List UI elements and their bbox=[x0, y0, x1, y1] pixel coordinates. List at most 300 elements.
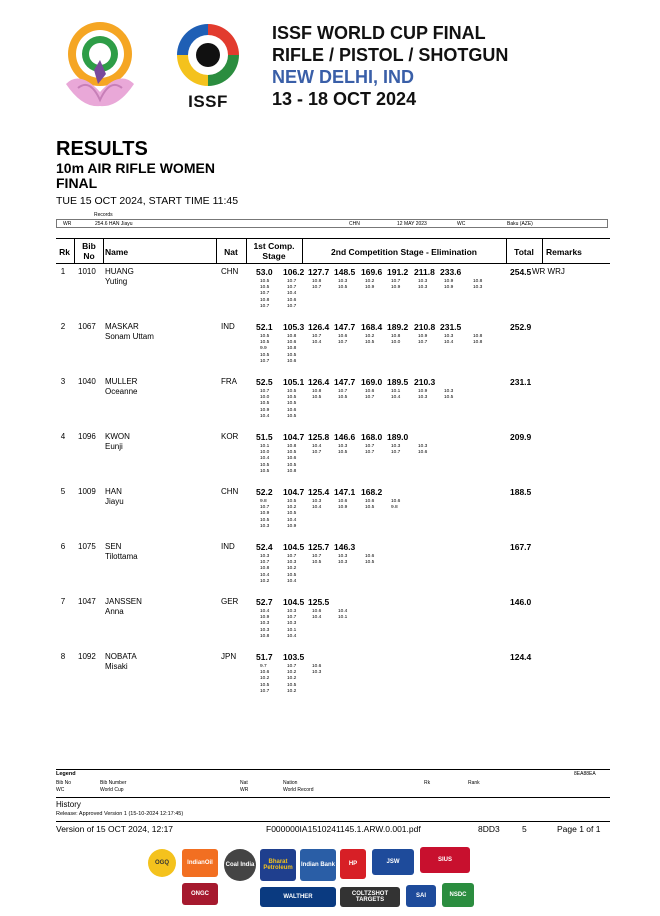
record-score-name: 254.6 HAN Jiayu bbox=[95, 221, 133, 227]
footer-page: Page 1 of 1 bbox=[557, 824, 601, 834]
records-row bbox=[56, 219, 608, 228]
athlete-row bbox=[56, 597, 616, 651]
shot-score: 10.5 bbox=[287, 401, 297, 407]
athlete-total: 254.5 bbox=[510, 267, 532, 277]
shot-score: 10.4 bbox=[287, 517, 297, 523]
athlete-name bbox=[105, 542, 138, 562]
athlete-firstname: Oceanne bbox=[105, 387, 138, 396]
shot-score: 10.8 bbox=[287, 444, 297, 449]
stage2-shots-column bbox=[391, 499, 400, 511]
stage2-cumulative-score: 147.7 bbox=[334, 322, 356, 332]
shot-score: 10.7 bbox=[287, 554, 297, 559]
shot-score: 10.7 bbox=[365, 444, 375, 449]
shot-score: 10.8 bbox=[312, 389, 322, 394]
athlete-nat: KOR bbox=[221, 432, 239, 441]
athlete-bib: 1092 bbox=[78, 652, 96, 661]
athlete-total: 252.9 bbox=[510, 322, 532, 332]
legend-col1 bbox=[56, 780, 71, 794]
stage2-shots-column bbox=[418, 334, 427, 346]
athlete-bib: 1009 bbox=[78, 487, 96, 496]
shot-score: 10.6 bbox=[312, 609, 322, 614]
stage2-cumulative-score: 210.8 bbox=[414, 322, 436, 332]
shot-score: 10.7 bbox=[391, 279, 401, 284]
shot-score: 10.6 bbox=[312, 664, 322, 669]
stage2-shots-column bbox=[365, 554, 374, 566]
stage1-shots-column bbox=[260, 554, 269, 585]
sponsor-ogq-logo: OGQ bbox=[148, 849, 176, 877]
shot-score: 10.8 bbox=[391, 334, 401, 339]
athlete-nat: IND bbox=[221, 322, 235, 331]
stage2-shots-column bbox=[338, 499, 347, 511]
stage1-shots-column bbox=[260, 444, 269, 475]
athlete-row bbox=[56, 322, 616, 376]
issf-label: ISSF bbox=[188, 92, 228, 111]
athlete-rank: 1 bbox=[60, 267, 66, 276]
shot-score: 10.7 bbox=[312, 450, 322, 456]
sponsor-coltzshot-logo: COLTZSHOT TARGETS bbox=[340, 887, 400, 907]
stage1-shots-column bbox=[287, 664, 296, 695]
stage2-shots-column bbox=[444, 334, 453, 346]
shot-score: 10.9 bbox=[287, 523, 297, 529]
stage2-cumulative-score: 169.6 bbox=[361, 267, 383, 277]
shot-score: 10.9 bbox=[391, 285, 401, 291]
stage2-cumulative-score: 146.6 bbox=[334, 432, 356, 442]
shot-score: 10.9 bbox=[260, 407, 270, 413]
shot-score: 10.4 bbox=[312, 615, 322, 621]
shot-score: 10.7 bbox=[338, 389, 348, 394]
shot-score: 10.9 bbox=[418, 389, 428, 394]
athlete-total: 188.5 bbox=[510, 487, 532, 497]
shot-score: 10.6 bbox=[287, 297, 297, 303]
col-bib-line2: No bbox=[83, 251, 95, 261]
stage2-cumulative-score: 125.4 bbox=[308, 487, 330, 497]
shot-score: 10.3 bbox=[418, 279, 428, 284]
shot-score: 10.5 bbox=[287, 395, 297, 401]
col-bib-line1: Bib bbox=[82, 241, 96, 251]
shot-score: 10.7 bbox=[312, 334, 322, 339]
legend-col3 bbox=[240, 780, 248, 794]
stage1-series-score: 104.7 bbox=[283, 487, 305, 497]
shot-score: 10.3 bbox=[444, 389, 454, 394]
footer-filename: F000000IA1510241145.1.ARW.0.001.pdf bbox=[266, 824, 421, 834]
stage1-series-score: 106.2 bbox=[283, 267, 305, 277]
records-label: Records bbox=[94, 212, 113, 218]
shot-score: 10.5 bbox=[287, 352, 297, 358]
history-divider bbox=[56, 797, 610, 798]
sponsor-hp-logo: HP bbox=[340, 849, 366, 879]
event-title-block bbox=[272, 22, 508, 110]
shot-score: 10.0 bbox=[260, 450, 270, 456]
athlete-row bbox=[56, 267, 616, 321]
stage1-series-score: 104.5 bbox=[283, 542, 305, 552]
shot-score: 10.1 bbox=[391, 389, 401, 394]
sponsor-jsw-logo: JSW bbox=[372, 849, 414, 875]
athlete-name bbox=[105, 377, 137, 397]
athlete-remarks: WR WRJ bbox=[532, 267, 565, 276]
shot-score: 10.4 bbox=[312, 444, 322, 449]
stage2-shots-column bbox=[444, 389, 453, 401]
event-dates: 13 - 18 OCT 2024 bbox=[272, 89, 417, 109]
shot-score: 10.8 bbox=[312, 279, 322, 284]
athlete-nat: CHN bbox=[221, 267, 239, 276]
shot-score: 10.9 bbox=[444, 285, 454, 291]
shot-score: 10.3 bbox=[260, 523, 270, 529]
shot-score: 9.8 bbox=[260, 499, 267, 504]
stage2-shots-column bbox=[338, 554, 347, 566]
legend-col6 bbox=[468, 780, 480, 787]
shot-score: 10.5 bbox=[338, 285, 348, 291]
event-name-line2: FINAL bbox=[56, 175, 98, 191]
athlete-total: 231.1 bbox=[510, 377, 532, 387]
athlete-surname: JANSSEN bbox=[105, 597, 142, 606]
shot-score: 10.5 bbox=[312, 395, 322, 401]
shot-score: 10.3 bbox=[287, 560, 297, 566]
stage1-series-score: 52.7 bbox=[256, 597, 273, 607]
stage2-shots-column bbox=[312, 444, 321, 456]
date-line: TUE 15 OCT 2024, START TIME 11:45 bbox=[56, 195, 239, 207]
shot-score: 10.0 bbox=[260, 395, 270, 401]
stage2-shots-column bbox=[338, 444, 347, 456]
shot-score: 10.0 bbox=[391, 340, 401, 346]
stage1-shots-column bbox=[260, 664, 269, 695]
shot-score: 10.4 bbox=[287, 633, 297, 639]
shot-score: 10.5 bbox=[287, 682, 297, 688]
stage2-cumulative-score: 189.5 bbox=[387, 377, 409, 387]
stage2-shots-column bbox=[473, 279, 482, 291]
shot-score: 10.3 bbox=[444, 334, 454, 339]
col-name-header: Name bbox=[105, 247, 129, 257]
stage2-cumulative-score: 169.0 bbox=[361, 377, 383, 387]
results-title: RESULTS bbox=[56, 138, 148, 160]
stage1-series-score: 104.5 bbox=[283, 597, 305, 607]
stage2-shots-column bbox=[418, 444, 427, 456]
shot-score: 10.6 bbox=[418, 450, 428, 456]
stage2-shots-column bbox=[312, 664, 321, 676]
sponsor-nsdc-logo: NSDC bbox=[442, 883, 474, 907]
athlete-nat: JPN bbox=[221, 652, 237, 661]
shot-score: 10.3 bbox=[287, 621, 297, 627]
stage2-cumulative-score: 146.3 bbox=[334, 542, 356, 552]
shot-score: 10.3 bbox=[338, 279, 348, 284]
shot-score: 10.3 bbox=[391, 444, 401, 449]
shot-score: 10.8 bbox=[287, 346, 297, 352]
stage2-cumulative-score: 210.3 bbox=[414, 377, 436, 387]
legend-code: 8EA88EA bbox=[574, 771, 596, 777]
shot-score: 10.5 bbox=[287, 572, 297, 578]
sponsor-indianbank-logo: Indian Bank bbox=[300, 849, 336, 881]
shot-score: 10.5 bbox=[260, 334, 270, 339]
stage1-series-score: 105.1 bbox=[283, 377, 305, 387]
shot-score: 10.5 bbox=[260, 340, 270, 346]
stage2-shots-column bbox=[312, 609, 321, 621]
record-date: 12 MAY 2023 bbox=[397, 221, 427, 227]
shot-score: 10.3 bbox=[312, 670, 322, 676]
athlete-surname: HAN bbox=[105, 487, 122, 496]
stage2-shots-column bbox=[418, 389, 427, 401]
shot-score: 10.4 bbox=[312, 505, 322, 511]
athlete-rank: 8 bbox=[60, 652, 66, 661]
stage1-shots-column bbox=[260, 334, 269, 365]
stage2-cumulative-score: 147.7 bbox=[334, 377, 356, 387]
shot-score: 10.8 bbox=[473, 334, 483, 339]
athlete-surname: MASKAR bbox=[105, 322, 139, 331]
host-emblem-logo bbox=[60, 18, 140, 110]
shot-score: 10.2 bbox=[260, 578, 270, 584]
stage1-shots-column bbox=[260, 389, 269, 420]
shot-score: 10.2 bbox=[287, 670, 297, 676]
shot-score: 10.5 bbox=[287, 462, 297, 468]
stage2-cumulative-score: 168.0 bbox=[361, 432, 383, 442]
shot-score: 10.5 bbox=[365, 505, 375, 511]
athlete-rank: 7 bbox=[60, 597, 66, 606]
shot-score: 10.7 bbox=[260, 358, 270, 364]
stage2-cumulative-score: 147.1 bbox=[334, 487, 356, 497]
shot-score: 10.3 bbox=[473, 285, 483, 291]
shot-score: 10.7 bbox=[338, 340, 348, 346]
shot-score: 10.7 bbox=[312, 554, 322, 559]
stage2-cumulative-score: 125.5 bbox=[308, 597, 330, 607]
shot-score: 10.5 bbox=[444, 395, 454, 401]
stage2-cumulative-score: 127.7 bbox=[308, 267, 330, 277]
shot-score: 10.7 bbox=[260, 291, 270, 297]
stage2-shots-column bbox=[473, 334, 482, 346]
athlete-row bbox=[56, 542, 616, 596]
stage1-series-score: 53.0 bbox=[256, 267, 273, 277]
stage2-shots-column bbox=[312, 499, 321, 511]
legend-divider bbox=[56, 769, 610, 770]
record-type: WR bbox=[63, 221, 72, 227]
athlete-name bbox=[105, 322, 154, 342]
athlete-bib: 1010 bbox=[78, 267, 96, 276]
stage1-series-score: 51.5 bbox=[256, 432, 273, 442]
shot-score: 10.5 bbox=[260, 401, 270, 407]
shot-score: 10.4 bbox=[260, 456, 270, 462]
stage1-shots-column bbox=[287, 444, 296, 475]
shot-score: 10.7 bbox=[287, 279, 297, 284]
athlete-row bbox=[56, 432, 616, 486]
shot-score: 10.7 bbox=[260, 389, 270, 394]
stage2-shots-column bbox=[312, 279, 321, 291]
athlete-bib: 1096 bbox=[78, 432, 96, 441]
stage1-series-score: 104.7 bbox=[283, 432, 305, 442]
header bbox=[0, 0, 660, 130]
shot-score: 9.8 bbox=[391, 505, 398, 511]
footer-code: 8DD3 bbox=[478, 824, 500, 834]
shot-score: 10.9 bbox=[444, 279, 454, 284]
athlete-row bbox=[56, 652, 616, 706]
stage2-shots-column bbox=[391, 334, 400, 346]
stage1-shots-column bbox=[287, 499, 296, 530]
sponsor-bpcl-logo: Bharat Petroleum bbox=[260, 849, 296, 881]
col-remarks-header: Remarks bbox=[546, 247, 582, 257]
legend-bib-abbr: Bib No bbox=[56, 780, 72, 786]
shot-score: 10.6 bbox=[338, 334, 348, 339]
stage1-shots-column bbox=[260, 279, 269, 310]
stage2-shots-column bbox=[391, 389, 400, 401]
shot-score: 10.5 bbox=[287, 450, 297, 456]
sponsor-coalindia-logo: Coal India bbox=[224, 849, 256, 881]
shot-score: 10.7 bbox=[260, 560, 270, 566]
shot-score: 10.4 bbox=[287, 291, 297, 297]
athlete-firstname: Misaki bbox=[105, 662, 128, 671]
athlete-surname: MULLER bbox=[105, 377, 138, 386]
shot-score: 10.5 bbox=[312, 560, 322, 566]
shot-score: 10.7 bbox=[260, 303, 270, 309]
legend-rk-abbr: Rk bbox=[424, 780, 431, 786]
athlete-firstname: Eunji bbox=[105, 442, 123, 451]
event-city: NEW DELHI, IND bbox=[272, 67, 414, 87]
shot-score: 10.3 bbox=[287, 609, 297, 614]
event-name bbox=[56, 161, 215, 191]
stage1-series-score: 52.1 bbox=[256, 322, 273, 332]
athlete-name bbox=[105, 597, 142, 617]
shot-score: 10.2 bbox=[287, 505, 297, 511]
shot-score: 10.4 bbox=[444, 340, 454, 346]
shot-score: 10.9 bbox=[338, 505, 348, 511]
legend-wr-full: World Record bbox=[283, 787, 314, 793]
shot-score: 10.8 bbox=[287, 334, 297, 339]
shot-score: 10.7 bbox=[287, 664, 297, 669]
shot-score: 10.2 bbox=[287, 688, 297, 694]
athlete-total: 124.4 bbox=[510, 652, 532, 662]
shot-score: 10.6 bbox=[287, 407, 297, 413]
shot-score: 10.7 bbox=[260, 505, 270, 511]
legend-col4 bbox=[283, 780, 313, 794]
shot-score: 10.7 bbox=[287, 303, 297, 309]
shot-score: 10.4 bbox=[260, 413, 270, 419]
shot-score: 10.3 bbox=[338, 444, 348, 449]
shot-score: 10.4 bbox=[391, 395, 401, 401]
shot-score: 10.6 bbox=[338, 499, 348, 504]
stage2-cumulative-score: 148.5 bbox=[334, 267, 356, 277]
athlete-nat: IND bbox=[221, 542, 235, 551]
athlete-surname: HUANG bbox=[105, 267, 134, 276]
athlete-firstname: Anna bbox=[105, 607, 124, 616]
shot-score: 10.4 bbox=[260, 609, 270, 614]
event-title-line1: ISSF WORLD CUP FINAL bbox=[272, 23, 486, 43]
athlete-surname: KWON bbox=[105, 432, 130, 441]
stage2-cumulative-score: 191.2 bbox=[387, 267, 409, 277]
shot-score: 10.5 bbox=[287, 511, 297, 517]
shot-score: 10.3 bbox=[338, 554, 348, 559]
shot-score: 10.5 bbox=[365, 560, 375, 566]
shot-score: 10.2 bbox=[287, 566, 297, 572]
stage2-cumulative-score: 168.2 bbox=[361, 487, 383, 497]
shot-score: 10.3 bbox=[418, 444, 428, 449]
shot-score: 10.4 bbox=[287, 578, 297, 584]
stage2-cumulative-score: 189.0 bbox=[387, 432, 409, 442]
col-stage1-header bbox=[246, 241, 302, 261]
stage1-series-score: 105.3 bbox=[283, 322, 305, 332]
stage2-shots-column bbox=[365, 389, 374, 401]
athlete-name bbox=[105, 652, 137, 672]
stage1-shots-column bbox=[260, 609, 269, 640]
athlete-surname: SEN bbox=[105, 542, 122, 551]
shot-score: 10.8 bbox=[260, 566, 270, 572]
stage2-shots-column bbox=[312, 554, 321, 566]
athlete-firstname: Sonam Uttam bbox=[105, 332, 154, 341]
stage1-series-score: 52.4 bbox=[256, 542, 273, 552]
event-title-line2: RIFLE / PISTOL / SHOTGUN bbox=[272, 45, 509, 65]
history-title: History bbox=[56, 800, 81, 809]
shot-score: 10.7 bbox=[287, 615, 297, 621]
shot-score: 10.7 bbox=[365, 395, 375, 401]
stage2-shots-column bbox=[444, 279, 453, 291]
shot-score: 10.8 bbox=[287, 468, 297, 474]
footer-num: 5 bbox=[522, 824, 527, 834]
stage1-shots-column bbox=[287, 609, 296, 640]
legend-bib-full: Bib Number bbox=[100, 780, 127, 786]
stage1-series-score: 51.7 bbox=[256, 652, 273, 662]
athlete-firstname: Jiayu bbox=[105, 497, 124, 506]
stage1-series-score: 52.5 bbox=[256, 377, 273, 387]
sponsor-logos bbox=[140, 845, 540, 911]
record-venue: Baku (AZE) bbox=[507, 221, 533, 227]
athlete-name bbox=[105, 432, 130, 452]
stage2-shots-column bbox=[391, 444, 400, 456]
event-name-line1: 10m AIR RIFLE WOMEN bbox=[56, 160, 215, 176]
shot-score: 10.1 bbox=[287, 627, 297, 633]
stage1-shots-column bbox=[287, 389, 296, 420]
shot-score: 10.2 bbox=[260, 676, 270, 682]
shot-score: 10.1 bbox=[338, 615, 348, 621]
athlete-rank: 2 bbox=[60, 322, 66, 331]
stage2-cumulative-score: 126.4 bbox=[308, 322, 330, 332]
shot-score: 10.2 bbox=[287, 676, 297, 682]
shot-score: 10.5 bbox=[365, 340, 375, 346]
athlete-firstname: Yuting bbox=[105, 277, 128, 286]
athlete-nat: GER bbox=[221, 597, 239, 606]
athlete-row bbox=[56, 377, 616, 431]
legend-wc-abbr: WC bbox=[56, 787, 65, 793]
shot-score: 10.5 bbox=[260, 462, 270, 468]
stage2-cumulative-score: 168.4 bbox=[361, 322, 383, 332]
stage2-cumulative-score: 211.8 bbox=[414, 267, 435, 277]
stage2-cumulative-score: 189.2 bbox=[387, 322, 409, 332]
issf-target-logo bbox=[170, 20, 246, 90]
stage2-cumulative-score: 125.7 bbox=[308, 542, 330, 552]
stage2-shots-column bbox=[338, 279, 347, 291]
stage2-shots-column bbox=[365, 334, 374, 346]
shot-score: 10.3 bbox=[338, 560, 348, 566]
shot-score: 10.7 bbox=[391, 450, 401, 456]
shot-score: 10.9 bbox=[418, 334, 428, 339]
athlete-bib: 1047 bbox=[78, 597, 96, 606]
col-total-header: Total bbox=[514, 247, 534, 257]
athlete-rank: 5 bbox=[60, 487, 66, 496]
shot-score: 10.3 bbox=[312, 499, 322, 504]
col-nat-header: Nat bbox=[224, 247, 238, 257]
shot-score: 10.9 bbox=[365, 285, 375, 291]
sponsor-sai-logo: SAI bbox=[406, 885, 436, 907]
shot-score: 10.5 bbox=[338, 450, 348, 456]
athlete-total: 209.9 bbox=[510, 432, 532, 442]
stage2-cumulative-score: 126.4 bbox=[308, 377, 330, 387]
shot-score: 10.7 bbox=[418, 340, 428, 346]
stage2-shots-column bbox=[312, 389, 321, 401]
shot-score: 10.6 bbox=[365, 499, 375, 504]
shot-score: 10.5 bbox=[260, 285, 270, 291]
shot-score: 10.8 bbox=[260, 633, 270, 639]
results-table-header bbox=[56, 238, 610, 264]
shot-score: 10.8 bbox=[260, 297, 270, 303]
shot-score: 9.7 bbox=[260, 664, 267, 669]
athlete-surname: NOBATA bbox=[105, 652, 137, 661]
athlete-name bbox=[105, 267, 134, 287]
record-nat: CHN bbox=[349, 221, 360, 227]
shot-score: 10.5 bbox=[260, 279, 270, 284]
shot-score: 10.7 bbox=[312, 285, 322, 291]
